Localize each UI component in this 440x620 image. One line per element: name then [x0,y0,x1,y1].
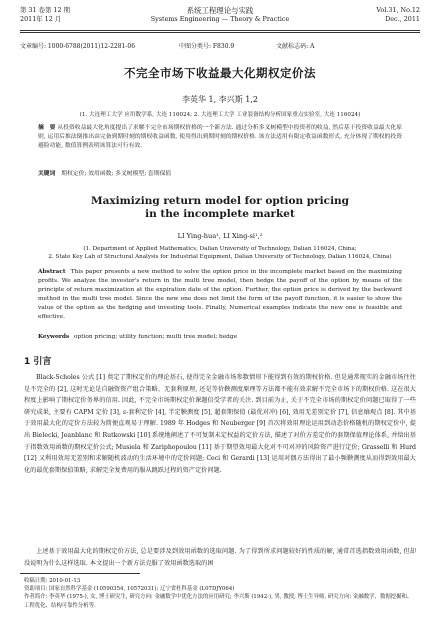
date-en: Dec., 2011 [385,15,420,23]
footnote-rule [20,573,140,574]
abstract-cn [38,124,402,151]
article-id: 文章编号: 1000-6788(2011)12-2281-06 [20,43,136,50]
header-rule-thin [20,32,420,33]
affiliation-cn: (1. 大连理工大学 应用数学系, 大连 116024; 2. 大连理工大学 工业装备结构分析国家重点实验室, 大连 116024) [79,112,361,118]
volume-en: Vol.31, No.12 [376,6,420,14]
keywords-en [38,333,402,342]
footnote-bio: 作者简介: 李英华 (1975-), 女, 博士研究生, 研究方向: 金融数学中优化方法的应用研究; 李兴斯 (1942-), 男, 教授, 博士生导师, 研究方向: 金融数学、数据挖掘和、工程优化、结构可靠性分析等. [24,594,413,609]
affiliation-en [20,245,420,261]
abstract-en-label: Abstract [38,269,66,275]
abstract-cn-text: 从投资收益最大化角度提出了求解不完全市场期权价格的一个新方法. 通过分析多叉树模型中投资者的收益, 然后基于投资收益最大化原则, 运用后推法倒推出由完备到期时刻的期权收益函数, 使用得出到期时刻的期权价格. 该方法适用有限定收益函数形式, 充分体现了期权的投资避险功能, 数值算例表明该算法可行有效. [38,125,403,149]
keywords-en-text: option pricing; utility function; multi tree model; hedge [74,334,238,340]
intro-paragraph-2: 上述基于效用最大化的期权定价方法, 总是要涉及到效用函数的选取问题. 为了得到所求问题较好的性质的解, 通常首选指数效用函数, 但却没说明为什么这样选取. 本文提出一个新方法克服了效用函数选取的困 [24,548,416,567]
clc-number: 中图分类号: F830.9 [178,43,235,50]
title-en [20,195,420,221]
authors-cn: 李英华 1, 李兴斯 1,2 [182,95,258,104]
abstract-en-text: This paper presents a new method to solve the option price in the incomplete market based on the maximizing profits. We analyze the investor's return in the multi tree model, then hedge the payoff of the option by means of the principle of return maximization at the expiration date of the option. Further, the option price is derived by the backward method in the multi tree model. Since the new one does not limit the form of the payoff function, it is easier to show the value of the option as the hedging and investing tools. Finally, Numerical examples indicate the new one is feasible and effective. [38,269,403,320]
doc-code: 文献标志码: A [276,43,315,50]
journal-cn: 系统工程理论与实践 [186,6,254,15]
abstract-en [38,268,402,322]
date-cn: 2011年 12 月 [20,15,62,23]
intro-paragraph-1: Black-Scholes 公式 [1] 奠定了期权定价的理论基石, 使得完全金融市场参数情形下能得到有效的期权价格. 但是通常现实的金融市场往往是不完全的 [2], 这时无论是自融资资产组合策略、无套利原理, 还是等价鞅测度原理等方法都不能有效求解不完全市场下的期权价格. 这在很大程度上影响了期权定价务界的信用. 因此, 不完全市场期权定价课题倍受学者的关注. 到目前为止, 关于不完全市场的期权定价问题已取得了一些研究成果, 主要有 CAPM 定价 [3], ε-套利定价 [4], 半定鞅测度 [5], 超套期保值 (最优对冲) [6], 效用无差别定价 [7], 信息熵观点 [8]. 其中基于效用最大化的定价方法较为简便直观易于理解. 1989 年 Hodges 和 Neuberger [9] 首次将效用理论运用到动态价格随机的期权定价中, 提出 Bielecki, Jeanblanc 和 Rutkowski [10] 系统地阐述了不可复制未定权益的定价方法, 描述了对价方差定价的套期保值理论体系, 并给出基于指数效用函数的期权定价公式; Musiela 和 Zariphopoulou [11] 基于期望效用最大化对不可对冲的风险资产进行定价; Grasselli 和 Hurd [12] 又利用效用无差别和求解随机波动的生活环境中的定价问题; Ceci 和 Gerardi [13] 运用对偶方法得出了最小频鞅测度从而得到效用最大化的最优套期保值策略, 求解完全复费用的服从跳跃过程的资产定价问题. [24,374,416,474]
header-rule [20,30,420,31]
article-meta [20,41,420,50]
footnote-received: 收稿日期: 2010-01-13 [24,578,81,584]
header-right [376,6,420,24]
authors-en: LI Ying-hua¹, LI Xing-si¹,² [177,232,263,240]
journal-en: Systems Engineering — Theory & Practice [150,15,290,23]
keywords-en-label: Keywords [38,334,70,340]
footnotes [24,577,416,610]
abstract-cn-label: 摘 要 [38,125,56,131]
volume-cn: 第 31 卷第 12 期 [20,6,70,14]
keywords-cn-label: 关键词 [38,171,56,177]
title-en-line1: Maximizing return model for option pricing [90,195,350,207]
footnote-funding: 资助项目: 国家自然科学基金 (10590354, 10572031); 辽宁省杜科基金 (L07DJY064) [24,586,235,593]
affiliation-en-line2: 2. State Key Lab of Structural Analysis for Industrial Equipment, Dalian University of Technology, Dalian 116024, China) [48,254,392,260]
title-en-line2: in the incomplete market [145,208,295,220]
header-center [20,6,420,24]
affiliation-en-line1: (1. Department of Applied Mathematics, Dalian University of Technology, Dalian 116024, China; [83,246,357,252]
section-heading-intro: 1 引言 [24,357,52,367]
title-cn: 不完全市场下收益最大化期权定价法 [124,66,316,80]
keywords-cn-text: 期权定价; 效用函数; 多叉树模型; 套期保值 [61,171,172,177]
running-header [20,6,420,26]
keywords-cn [38,170,402,179]
